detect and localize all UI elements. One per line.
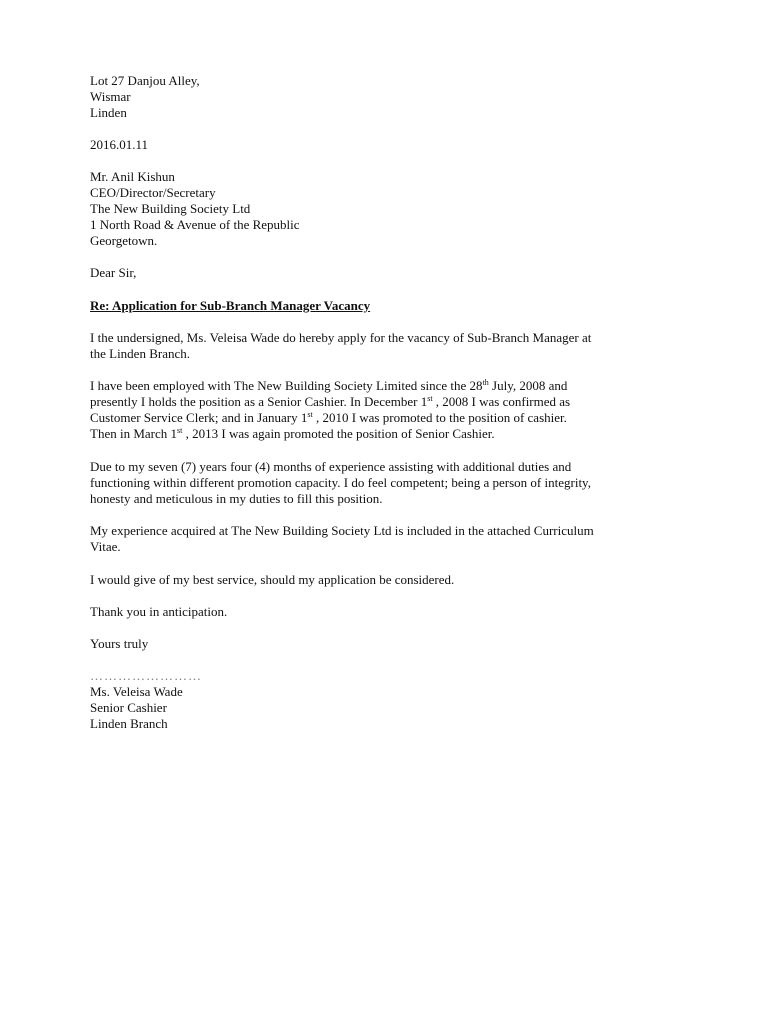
subject-line xyxy=(90,298,690,314)
recipient-title: CEO/Director/Secretary xyxy=(90,185,216,200)
date-text: 2016.01.11 xyxy=(90,137,149,152)
text-run: , 2013 I was again promoted the position of Senior Cashier. xyxy=(182,426,495,441)
sender-address-line: Wismar xyxy=(90,89,131,104)
sender-address-line: Lot 27 Danjou Alley, xyxy=(90,73,200,88)
subject-text: Re: Application for Sub-Branch Manager Vacancy xyxy=(90,298,371,313)
recipient-address xyxy=(90,169,690,249)
signature-dotted-line: …………………… xyxy=(90,668,202,683)
text-run: I have been employed with The New Building Society Limited since the 28 xyxy=(90,378,483,393)
text-run: Then in March 1 xyxy=(90,426,178,441)
ordinal-suffix: st xyxy=(427,394,433,403)
paragraph-line: My experience acquired at The New Building Society Ltd is included in the attached Curriculum xyxy=(90,523,594,538)
sender-address-line: Linden xyxy=(90,105,127,120)
signer-branch: Linden Branch xyxy=(90,716,168,731)
thanks-text: Thank you in anticipation. xyxy=(90,604,228,619)
recipient-company: The New Building Society Ltd xyxy=(90,201,251,216)
paragraph-experience xyxy=(90,459,690,507)
paragraph-line xyxy=(90,426,690,442)
paragraph-line: functioning within different promotion capacity. I do feel competent; being a person of integrity, xyxy=(90,475,591,490)
paragraph-line: I would give of my best service, should my application be considered. xyxy=(90,572,455,587)
paragraph-cv xyxy=(90,523,690,555)
letter-date xyxy=(90,137,690,153)
signer-name: Ms. Veleisa Wade xyxy=(90,684,183,699)
paragraph-service xyxy=(90,572,690,588)
paragraph-line: the Linden Branch. xyxy=(90,346,190,361)
closing-text: Yours truly xyxy=(90,636,149,651)
paragraph-line: Vitae. xyxy=(90,539,121,554)
ordinal-suffix: st xyxy=(177,426,183,435)
salutation-text: Dear Sir, xyxy=(90,265,137,280)
sender-address xyxy=(90,73,690,121)
ordinal-suffix: th xyxy=(482,378,489,387)
paragraph-line xyxy=(90,394,690,410)
text-run: , 2010 I was promoted to the position of cashier. xyxy=(312,410,567,425)
salutation xyxy=(90,265,690,281)
signature-block xyxy=(90,668,690,732)
paragraph-line xyxy=(90,378,690,394)
paragraph-line xyxy=(90,410,690,426)
recipient-name: Mr. Anil Kishun xyxy=(90,169,175,184)
text-run: presently I holds the position as a Senior Cashier. In December 1 xyxy=(90,394,428,409)
ordinal-suffix: st xyxy=(307,410,313,419)
text-run: Customer Service Clerk; and in January 1 xyxy=(90,410,308,425)
text-run: July, 2008 and xyxy=(488,378,568,393)
text-run: , 2008 I was confirmed as xyxy=(432,394,571,409)
recipient-street: 1 North Road & Avenue of the Republic xyxy=(90,217,300,232)
thanks-line xyxy=(90,604,690,620)
paragraph-line: I the undersigned, Ms. Veleisa Wade do hereby apply for the vacancy of Sub-Branch Manager at xyxy=(90,330,592,345)
paragraph-application xyxy=(90,330,690,362)
paragraph-line: honesty and meticulous in my duties to fill this position. xyxy=(90,491,383,506)
signer-position: Senior Cashier xyxy=(90,700,167,715)
closing-line xyxy=(90,636,690,652)
paragraph-employment xyxy=(90,378,690,442)
paragraph-line: Due to my seven (7) years four (4) months of experience assisting with additional duties and xyxy=(90,459,572,474)
recipient-city: Georgetown. xyxy=(90,233,158,248)
